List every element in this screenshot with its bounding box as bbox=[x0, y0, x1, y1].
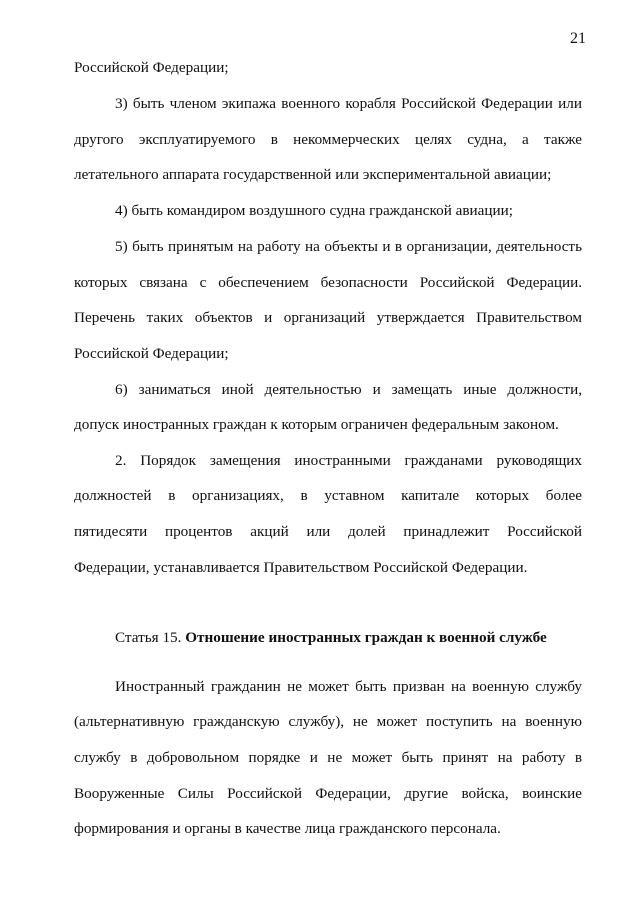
text-line: службу в добровольном порядке и не может быть принят на работу в bbox=[74, 749, 582, 766]
page-number: 21 bbox=[570, 30, 586, 47]
article-title: Отношение иностранных граждан к военной службе bbox=[185, 629, 547, 646]
text-line: Перечень таких объектов и организаций утверждается Правительством bbox=[74, 309, 582, 326]
text-line: Российской Федерации; bbox=[74, 345, 229, 362]
text-line: 4) быть командиром воздушного судна гражданской авиации; bbox=[115, 202, 514, 219]
text-line: 5) быть принятым на работу на объекты и в организации, деятельность bbox=[115, 238, 582, 255]
text-line: Вооруженные Силы Российской Федерации, другие войска, воинские bbox=[74, 785, 582, 802]
text-line: должностей в организациях, в уставном капитале которых более bbox=[74, 487, 582, 504]
article-number: Статья 15. bbox=[115, 629, 182, 646]
text-line: летательного аппарата государственной или экспериментальной авиации; bbox=[74, 166, 552, 183]
text-line: формирования и органы в качестве лица гражданского персонала. bbox=[74, 820, 501, 837]
text-line: допуск иностранных граждан к которым ограничен федеральным законом. bbox=[74, 416, 559, 433]
text-line: Иностранный гражданин не может быть призван на военную службу bbox=[115, 678, 582, 695]
text-line: (альтернативную гражданскую службу), не может поступить на военную bbox=[74, 713, 582, 730]
text-line: 3) быть членом экипажа военного корабля Российской Федерации или bbox=[115, 95, 582, 112]
text-line: которых связана с обеспечением безопасности Российской Федерации. bbox=[74, 274, 582, 291]
text-line: другого эксплуатируемого в некоммерческих целях судна, а также bbox=[74, 131, 582, 148]
text-line: 6) заниматься иной деятельностью и замещать иные должности, bbox=[115, 381, 582, 398]
text-line: Российской Федерации; bbox=[74, 59, 229, 76]
text-line: пятидесяти процентов акций или долей принадлежит Российской bbox=[74, 523, 582, 540]
text-line: Федерации, устанавливается Правительством Российской Федерации. bbox=[74, 559, 528, 576]
text-line: 2. Порядок замещения иностранными гражданами руководящих bbox=[115, 452, 582, 469]
article-heading bbox=[115, 628, 547, 648]
